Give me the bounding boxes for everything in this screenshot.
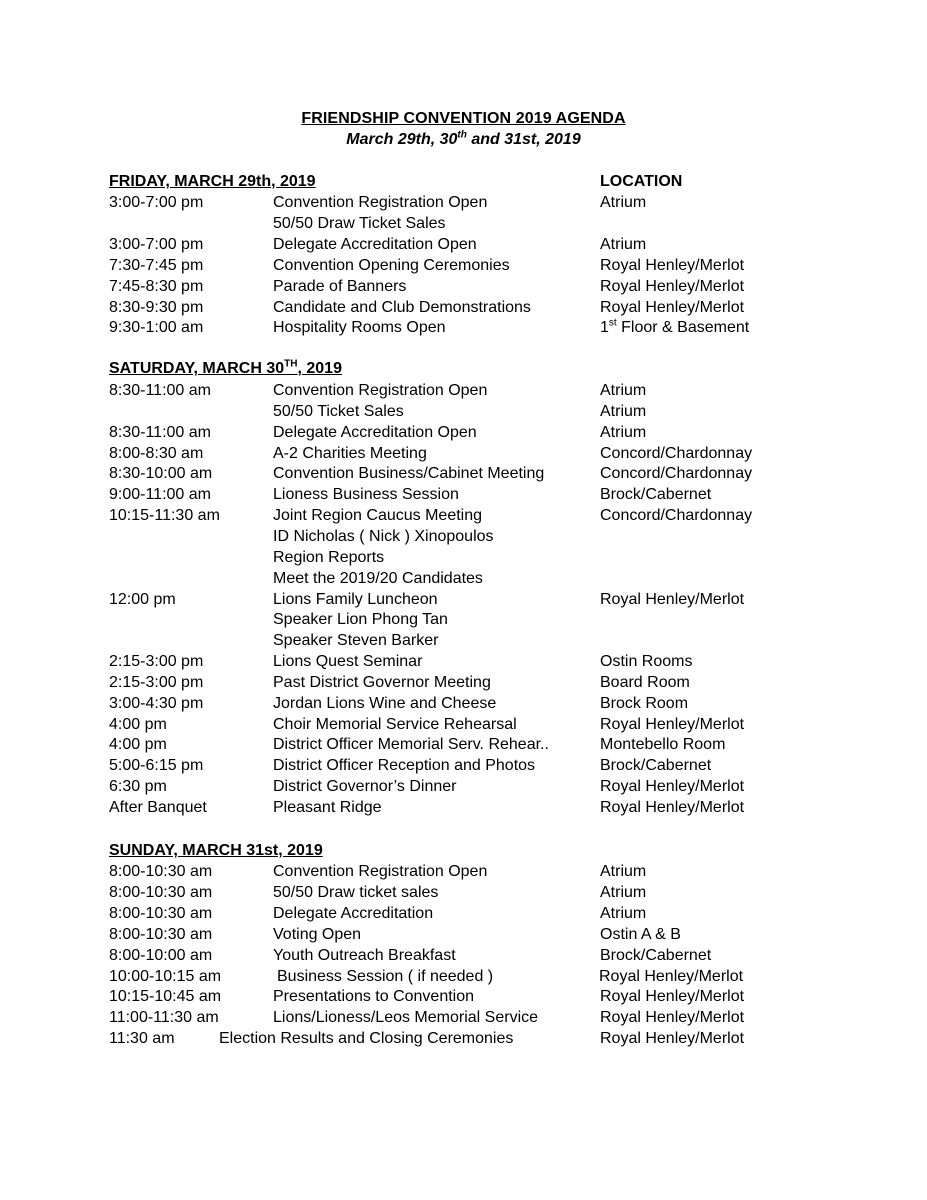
row-time: 2:15-3:00 pm — [109, 673, 204, 691]
row-event: Candidate and Club Demonstrations — [273, 298, 531, 316]
schedule-row — [0, 570, 927, 591]
row-location: Brock Room — [600, 694, 689, 712]
row-time: After Banquet — [109, 799, 207, 816]
schedule-row — [0, 445, 927, 466]
page-subtitle — [0, 131, 927, 149]
row-event: Lions/Lioness/Leos Memorial Service — [273, 1009, 539, 1027]
row-time: 11:00-11:30 am — [109, 1009, 219, 1027]
row-time: 9:30-1:00 am — [109, 319, 204, 337]
row-event: Hospitality Rooms Open — [273, 319, 446, 337]
row-event: Presentations to Convention — [273, 988, 475, 1006]
row-time: 8:00-8:30 am — [109, 444, 204, 462]
row-event: 50/50 Ticket Sales — [273, 402, 404, 420]
row-location: Brock/Cabernet — [600, 486, 712, 504]
row-location: Concord/Chardonnay — [600, 465, 753, 483]
schedule-row — [0, 695, 927, 716]
schedule-row — [0, 424, 927, 445]
schedule-row — [0, 257, 927, 278]
schedule-row — [0, 236, 927, 257]
row-location: Royal Henley/Merlot — [600, 1030, 745, 1048]
row-event: Lions Quest Seminar — [273, 653, 423, 671]
row-event: Joint Region Caucus Meeting — [273, 507, 483, 525]
row-time: 3:00-4:30 pm — [109, 694, 204, 712]
row-event: District Governor’s Dinner — [273, 778, 457, 796]
row-event: 50/50 Draw Ticket Sales — [273, 214, 446, 232]
schedule-row — [0, 736, 927, 757]
row-location: Royal Henley/Merlot — [600, 590, 745, 608]
schedule-row — [0, 947, 927, 968]
row-location: Atrium — [600, 904, 647, 922]
row-location: Concord/Chardonnay — [600, 444, 753, 462]
subtitle-superscript: th — [457, 129, 467, 141]
row-time: 10:00-10:15 am — [109, 967, 222, 985]
row-location: Board Room — [600, 673, 690, 691]
row-event: Delegate Accreditation — [273, 904, 434, 922]
row-location — [600, 319, 749, 337]
schedule-row — [0, 716, 927, 737]
row-time: 7:30-7:45 pm — [109, 256, 204, 274]
schedule-row — [0, 778, 927, 799]
row-location: Royal Henley/Merlot — [600, 799, 745, 816]
row-location: Brock/Cabernet — [600, 757, 712, 775]
row-time: 8:30-11:00 am — [109, 423, 211, 441]
row-time: 8:00-10:30 am — [109, 863, 213, 880]
location-text: Floor & Basement — [616, 319, 750, 337]
row-event: Convention Registration Open — [273, 863, 488, 880]
row-time: 10:15-10:45 am — [109, 988, 222, 1006]
schedule-row — [0, 757, 927, 778]
schedule-row — [0, 278, 927, 299]
row-event: Jordan Lions Wine and Cheese — [273, 694, 497, 712]
row-event: Lioness Business Session — [273, 486, 459, 504]
row-time: 4:00 pm — [109, 715, 167, 733]
page-title: FRIENDSHIP CONVENTION 2019 AGENDA — [301, 110, 626, 127]
row-time: 4:00 pm — [109, 736, 167, 754]
schedule-row — [0, 486, 927, 507]
location-column-header: LOCATION — [600, 173, 683, 190]
saturday-header-text: SATURDAY, MARCH 30 — [109, 360, 285, 377]
schedule-row — [0, 863, 927, 884]
row-time: 6:30 pm — [109, 778, 167, 796]
row-event: Meet the 2019/20 Candidates — [273, 569, 483, 587]
row-time: 9:00-11:00 am — [109, 486, 211, 504]
row-time: 3:00-7:00 pm — [109, 194, 204, 211]
row-event: Region Reports — [273, 548, 385, 566]
row-event: Business Session ( if needed ) — [277, 967, 494, 985]
schedule-row — [0, 926, 927, 947]
row-location: Atrium — [600, 883, 647, 901]
row-event: Voting Open — [273, 925, 362, 943]
row-location: Royal Henley/Merlot — [600, 298, 745, 316]
row-location: Royal Henley/Merlot — [600, 715, 745, 733]
row-time: 11:30 am — [109, 1030, 175, 1048]
row-location: Brock/Cabernet — [600, 946, 712, 964]
friday-header: FRIDAY, MARCH 29th, 2019 — [109, 173, 316, 190]
row-event: Speaker Lion Phong Tan — [273, 611, 448, 629]
schedule-row — [0, 528, 927, 549]
row-time: 5:00-6:15 pm — [109, 757, 204, 775]
schedule-row — [0, 905, 927, 926]
schedule-row — [0, 632, 927, 653]
row-time: 2:15-3:00 pm — [109, 653, 204, 671]
row-location: Royal Henley/Merlot — [600, 256, 745, 274]
row-location: Atrium — [600, 863, 647, 880]
row-event: District Officer Reception and Photos — [273, 757, 536, 775]
row-time: 8:00-10:00 am — [109, 946, 213, 964]
schedule-row — [0, 988, 927, 1009]
schedule-row — [0, 968, 927, 989]
row-location: Atrium — [600, 235, 647, 253]
schedule-row — [0, 674, 927, 695]
schedule-row — [0, 382, 927, 403]
row-event: ID Nicholas ( Nick ) Xinopoulos — [273, 527, 494, 545]
schedule-row — [0, 1009, 927, 1030]
row-location: Royal Henley/Merlot — [600, 277, 745, 295]
schedule-row — [0, 549, 927, 570]
row-location: Concord/Chardonnay — [600, 507, 753, 525]
location-number: 1 — [600, 319, 609, 337]
row-event: Choir Memorial Service Rehearsal — [273, 715, 517, 733]
row-location: Ostin Rooms — [600, 653, 693, 671]
row-location: Montebello Room — [600, 736, 726, 754]
row-event: Delegate Accreditation Open — [273, 423, 477, 441]
row-event: Speaker Steven Barker — [273, 632, 439, 650]
saturday-header-year: , 2019 — [297, 360, 342, 377]
row-time: 8:30-10:00 am — [109, 465, 213, 483]
row-location: Royal Henley/Merlot — [600, 1009, 745, 1027]
row-location: Atrium — [600, 194, 647, 211]
schedule-row — [0, 653, 927, 674]
subtitle-dates-part1: March 29th, 30 — [346, 131, 458, 148]
row-event: Convention Opening Ceremonies — [273, 256, 510, 274]
schedule-row — [0, 299, 927, 320]
saturday-header — [109, 360, 342, 378]
row-event: Lions Family Luncheon — [273, 590, 438, 608]
row-time: 8:30-9:30 pm — [109, 298, 204, 316]
sunday-header: SUNDAY, MARCH 31st, 2019 — [109, 842, 323, 859]
row-event: Past District Governor Meeting — [273, 673, 491, 691]
row-location: Royal Henley/Merlot — [600, 988, 745, 1006]
schedule-row — [0, 884, 927, 905]
schedule-row — [0, 403, 927, 424]
row-location: Royal Henley/Merlot — [600, 778, 745, 796]
row-location: Atrium — [600, 402, 647, 420]
schedule-row — [0, 799, 927, 820]
row-event: Parade of Banners — [273, 277, 407, 295]
row-event: Election Results and Closing Ceremonies — [219, 1030, 514, 1048]
row-location: Royal Henley/Merlot — [599, 967, 744, 985]
row-event: A-2 Charities Meeting — [273, 444, 427, 462]
row-time: 10:15-11:30 am — [109, 507, 220, 525]
row-time: 8:30-11:00 am — [109, 382, 211, 399]
row-event: District Officer Memorial Serv. Rehear.. — [273, 736, 549, 754]
row-location: Atrium — [600, 423, 647, 441]
row-time: 8:00-10:30 am — [109, 925, 213, 943]
row-time: 8:00-10:30 am — [109, 904, 213, 922]
location-superscript: st — [608, 318, 617, 330]
row-time: 8:00-10:30 am — [109, 883, 213, 901]
schedule-row — [0, 215, 927, 236]
schedule-row — [0, 1030, 927, 1051]
schedule-row — [0, 507, 927, 528]
row-location: Ostin A & B — [600, 925, 681, 943]
schedule-row — [0, 465, 927, 486]
schedule-row — [0, 194, 927, 215]
row-event: Convention Registration Open — [273, 194, 488, 211]
row-time: 12:00 pm — [109, 590, 176, 608]
row-event: 50/50 Draw ticket sales — [273, 883, 439, 901]
row-event: Youth Outreach Breakfast — [273, 946, 456, 964]
row-location: Atrium — [600, 382, 647, 399]
subtitle-dates-part2: and 31st, 2019 — [466, 131, 581, 148]
row-event: Pleasant Ridge — [273, 799, 382, 816]
row-event: Convention Registration Open — [273, 382, 488, 399]
row-event: Delegate Accreditation Open — [273, 235, 477, 253]
schedule-row — [0, 319, 927, 340]
saturday-header-superscript: TH — [284, 358, 298, 370]
row-time: 3:00-7:00 pm — [109, 235, 204, 253]
schedule-row — [0, 611, 927, 632]
row-time: 7:45-8:30 pm — [109, 277, 204, 295]
row-event: Convention Business/Cabinet Meeting — [273, 465, 545, 483]
schedule-row — [0, 591, 927, 612]
